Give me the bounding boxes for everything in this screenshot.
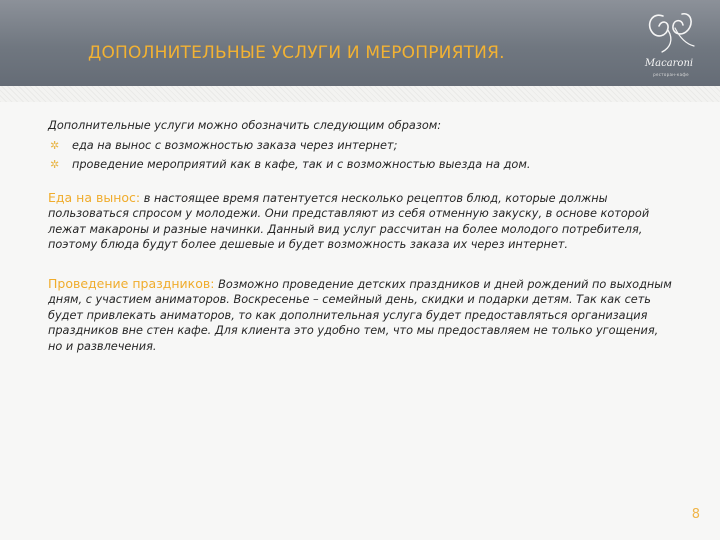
bullet-list [48, 138, 676, 173]
section-parties [48, 276, 676, 355]
section-body: Возможно проведение детских праздников и дней рождений по выходным дням, с участием аниматоров. Воскресенье – семейный день, скидки и подарки детям. Так как сеть будет привлекать аниматоров, то как дополнительная услуга будет предоставляться организация праздников вне стен кафе. Для клиента это удобно тем, что мы предоставляем не только угощения, но и развлечения. [48, 277, 672, 353]
bullet-text: еда на вынос с возможностью заказа через интернет; [72, 138, 398, 152]
list-item [48, 157, 676, 173]
header-bar [0, 0, 720, 86]
divider-band [0, 86, 720, 102]
page-number: 8 [691, 507, 700, 522]
section-heading: Проведение праздников: [48, 275, 215, 291]
bullet-star-icon: ✲ [50, 138, 60, 152]
logo-wordmark: Macaroni [644, 58, 694, 69]
section-takeaway [48, 190, 676, 253]
logo [630, 8, 712, 84]
slide-title: ДОПОЛНИТЕЛЬНЫЕ УСЛУГИ И МЕРОПРИЯТИЯ. [88, 43, 505, 63]
slide-body [48, 118, 676, 377]
section-body: в настоящее время патентуется несколько рецептов блюд, которые должны пользоваться спросом у молодежи. Они представляют из себя отменную закуску, в основе которой лежат макароны и разные начинки. Данный вид услуг рассчитан на более молодого потребителя, поэтому блюда будут более дешевые и будет возможность заказа их через интернет. [48, 191, 650, 251]
bullet-text: проведение мероприятий как в кафе, так и с возможностью выезда на дом. [72, 158, 531, 171]
bullet-star-icon: ✲ [50, 158, 60, 171]
intro-text: Дополнительные услуги можно обозначить следующим образом: [48, 119, 442, 132]
section-heading: Еда на вынос: [48, 189, 141, 205]
list-item [48, 138, 676, 154]
macaroni-swirl-monogram-icon [630, 8, 712, 58]
logo-tagline: ресторан-кафе [653, 72, 689, 77]
